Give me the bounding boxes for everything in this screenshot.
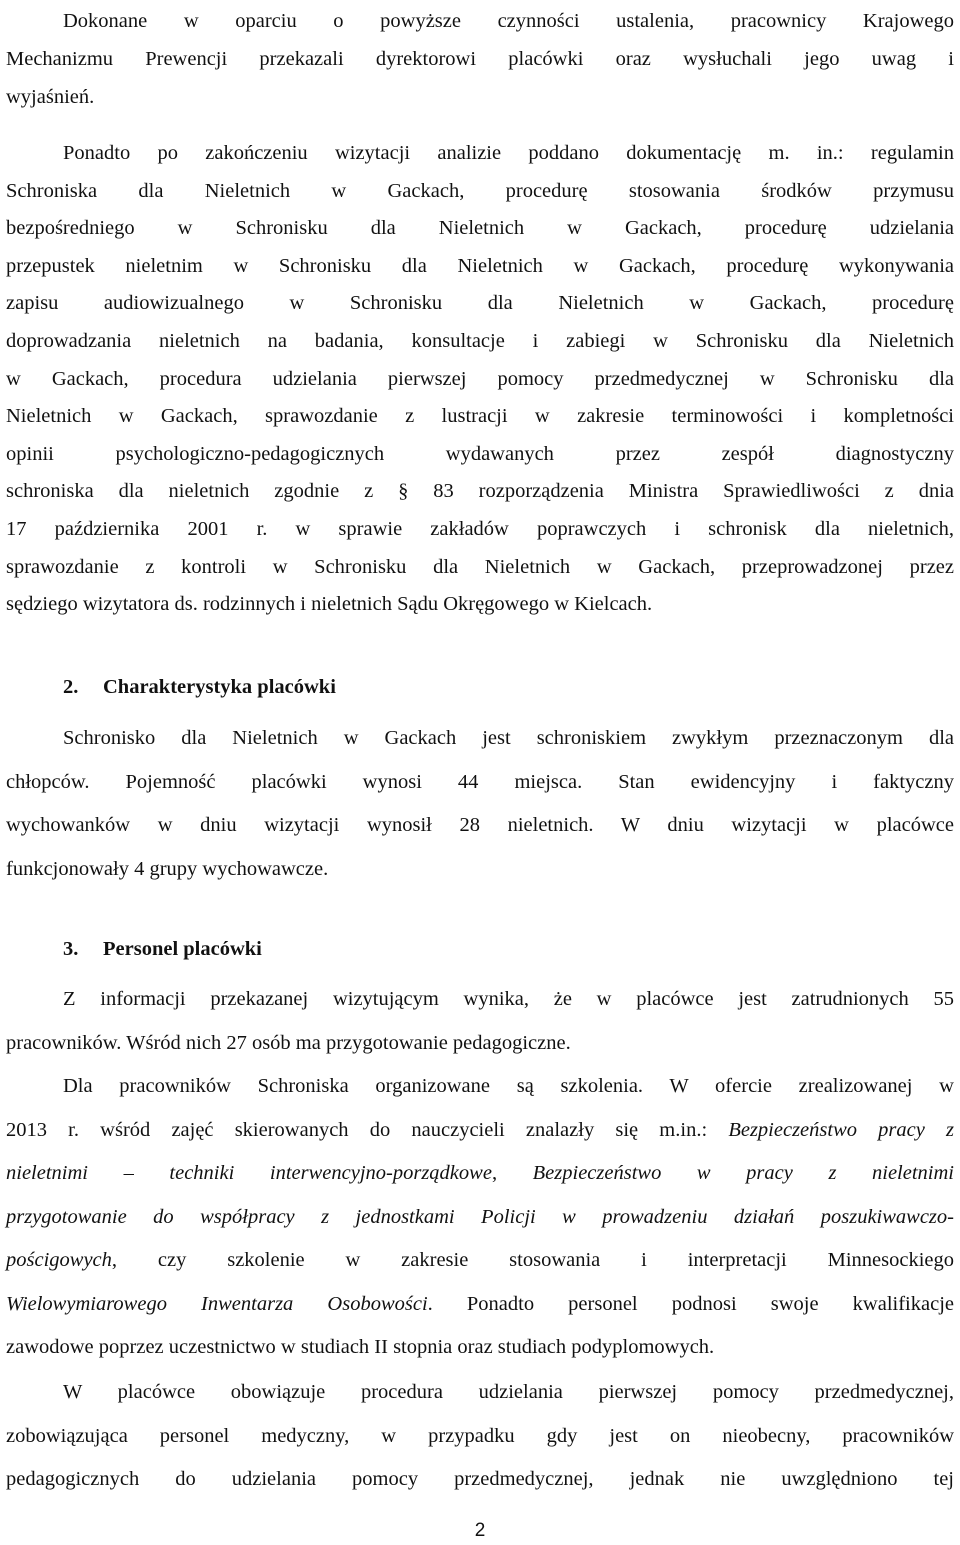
text-line: przepustek nieletnim w Schronisku dla Nieletnich w Gackach, procedurę wykonywania bbox=[6, 254, 954, 277]
text-line bbox=[6, 1239, 954, 1283]
course-title: nieletnimi – techniki interwencyjno-porządkowe bbox=[6, 1162, 492, 1184]
course-title: Wielowymiarowego Inwentarza Osobowości bbox=[6, 1292, 428, 1315]
section-heading-2 bbox=[63, 676, 336, 699]
text-line: zobowiązująca personel medyczny, w przypadku gdy jest on nieobecny, pracowników bbox=[6, 1424, 954, 1447]
paragraph-staff bbox=[6, 978, 954, 1065]
course-title: przygotowanie do współpracy z jednostkami Policji w prowadzeniu działań poszukiwawczo- bbox=[6, 1205, 954, 1228]
text-line: funkcjonowały 4 grupy wychowawcze. bbox=[6, 857, 329, 880]
page-number: 2 bbox=[474, 1520, 486, 1541]
course-title: Bezpieczeństwo w pracy z nieletnimi bbox=[532, 1162, 954, 1184]
paragraph-findings bbox=[6, 2, 954, 116]
text-line: pracowników. Wśród nich 27 osób ma przygotowanie pedagogiczne. bbox=[6, 1031, 571, 1054]
paragraph-documentation bbox=[6, 135, 954, 624]
text-line: pedagogicznych do udzielania pomocy przedmedycznej, jednak nie uwzględniono tej bbox=[6, 1468, 954, 1490]
section-title: Charakterystyka placówki bbox=[103, 676, 336, 698]
text-line: sędziego wizytatora ds. rodzinnych i nieletnich Sądu Okręgowego w Kielcach. bbox=[6, 593, 653, 616]
text-run: 2013 r. wśród zajęć skierowanych do nauczycieli znalazły się m.in.: bbox=[6, 1118, 729, 1141]
text-line bbox=[6, 1109, 954, 1153]
section-heading-3 bbox=[63, 938, 262, 961]
text-line: chłopców. Pojemność placówki wynosi 44 miejsca. Stan ewidencyjny i faktyczny bbox=[6, 770, 954, 793]
text-line: sprawozdanie z kontroli w Schronisku dla Nieletnich w Gackach, przeprowadzonej przez bbox=[6, 555, 954, 578]
section-number: 2. bbox=[63, 676, 79, 698]
course-title: Bezpieczeństwo pracy z bbox=[728, 1118, 954, 1141]
text-line: Schronisko dla Nieletnich w Gackach jest schroniskiem zwykłym przeznaczonym dla bbox=[63, 727, 954, 749]
paragraph-training bbox=[6, 1065, 954, 1370]
text-line: Z informacji przekazanej wizytującym wynika, że w placówce jest zatrudnionych 55 bbox=[63, 988, 954, 1010]
text-line bbox=[6, 1283, 954, 1327]
section-title: Personel placówki bbox=[103, 938, 262, 960]
paragraph-characteristics bbox=[6, 717, 954, 891]
course-title: pościgowych bbox=[6, 1249, 112, 1271]
text-run: . Ponadto personel podnosi swoje kwalifikacje bbox=[427, 1292, 954, 1315]
text-line: wychowanków w dniu wizytacji wynosił 28 nieletnich. W dniu wizytacji w placówce bbox=[6, 814, 954, 836]
text-line: Mechanizmu Prewencji przekazali dyrektorowi placówki oraz wysłuchali jego uwag i bbox=[6, 48, 954, 70]
text-line: doprowadzania nieletnich na badania, konsultacje i zabiegi w Schronisku dla Nieletnich bbox=[6, 329, 954, 352]
text-line bbox=[6, 1152, 954, 1196]
text-line: schroniska dla nieletnich zgodnie z § 83 rozporządzenia Ministra Sprawiedliwości z dnia bbox=[6, 480, 954, 503]
text-line: zawodowe poprzez uczestnictwo w studiach II stopnia oraz studiach podyplomowych. bbox=[6, 1336, 715, 1358]
text-line: bezpośredniego w Schronisku dla Nieletnich w Gackach, procedurę udzielania bbox=[6, 217, 954, 240]
text-run: , bbox=[491, 1162, 533, 1184]
section-number: 3. bbox=[63, 938, 79, 960]
text-line: Dokonane w oparciu o powyższe czynności ustalenia, pracownicy Krajowego bbox=[63, 10, 954, 32]
text-line: opinii psychologiczno-pedagogicznych wydawanych przez zespół diagnostyczny bbox=[6, 442, 954, 465]
text-line bbox=[6, 1196, 954, 1240]
text-line: zapisu audiowizualnego w Schronisku dla Nieletnich w Gackach, procedurę bbox=[6, 292, 954, 315]
text-line: Ponadto po zakończeniu wizytacji analizie poddano dokumentację m. in.: regulamin bbox=[63, 142, 954, 164]
text-line: Nieletnich w Gackach, sprawozdanie z lustracji w zakresie terminowości i kompletności bbox=[6, 405, 954, 428]
text-line: w Gackach, procedura udzielania pierwszej pomocy przedmedycznej w Schronisku dla bbox=[6, 367, 954, 390]
paragraph-first-aid bbox=[6, 1371, 954, 1502]
text-run: , czy szkolenie w zakresie stosowania i interpretacji Minnesockiego bbox=[111, 1249, 954, 1271]
text-line: W placówce obowiązuje procedura udzielania pierwszej pomocy przedmedycznej, bbox=[63, 1381, 954, 1403]
text-line: wyjaśnień. bbox=[6, 86, 95, 108]
text-line: 17 października 2001 r. w sprawie zakładów poprawczych i schronisk dla nieletnich, bbox=[6, 517, 954, 540]
text-line: Schroniska dla Nieletnich w Gackach, procedurę stosowania środków przymusu bbox=[6, 179, 954, 202]
text-line: Dla pracowników Schroniska organizowane są szkolenia. W ofercie zrealizowanej w bbox=[63, 1075, 954, 1097]
